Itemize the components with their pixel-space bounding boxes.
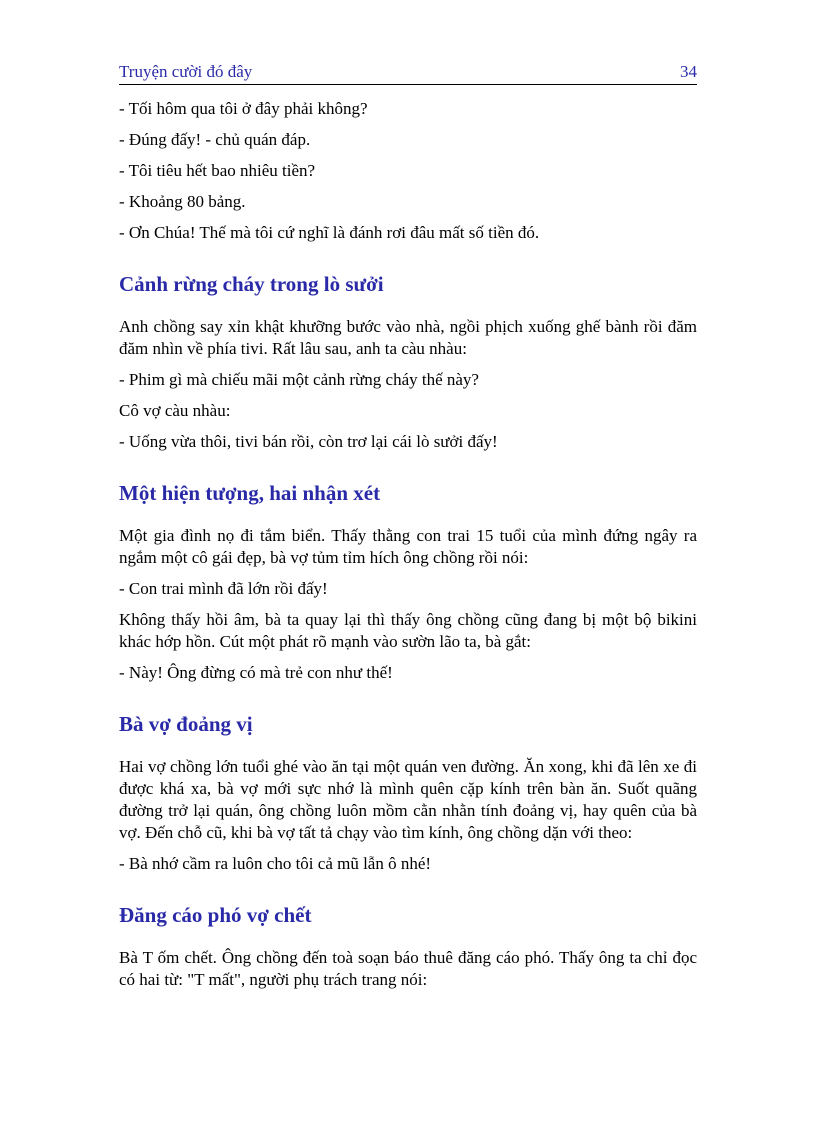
story-paragraph: Không thấy hồi âm, bà ta quay lại thì thấy ông chồng cũng đang bị một bộ bikini khác hớp hồn. Cút một phát rõ mạnh vào sườn lão ta, bà gắt: <box>119 610 697 651</box>
story-paragraph: - Uống vừa thôi, tivi bán rồi, còn trơ lại cái lò sưởi đấy! <box>119 432 498 451</box>
story-paragraph: Cô vợ càu nhàu: <box>119 401 231 420</box>
story-paragraph: - Phim gì mà chiếu mãi một cảnh rừng cháy thế này? <box>119 370 479 389</box>
page-content <box>119 98 697 1000</box>
story-paragraph: Một gia đình nọ đi tắm biển. Thấy thằng con trai 15 tuổi của mình đứng ngây ra ngắm một cô gái đẹp, bà vợ tủm tỉm hích ông chồng rồi nói: <box>119 526 697 567</box>
story-paragraph: - Bà nhớ cầm ra luôn cho tôi cả mũ lẫn ô nhé! <box>119 854 432 873</box>
book-title: Truyện cười đó đây <box>119 62 253 81</box>
dialogue-line: - Tôi tiêu hết bao nhiêu tiền? <box>119 161 316 180</box>
dialogue-line: - Tối hôm qua tôi ở đây phải không? <box>119 99 368 118</box>
story-section <box>119 272 697 453</box>
dialogue-line: - Đúng đấy! - chủ quán đáp. <box>119 130 311 149</box>
page-header <box>119 60 697 85</box>
story-section <box>119 712 697 875</box>
story-title: Cảnh rừng cháy trong lò sưởi <box>119 272 384 296</box>
story-paragraph: Hai vợ chồng lớn tuổi ghé vào ăn tại một quán ven đường. Ăn xong, khi đã lên xe đi được khá xa, bà vợ mới sực nhớ là mình quên cặp kính trên bàn ăn. Suốt quãng đường trở lại quán, ông chồng luôn mồm cằn nhằn tính đoảng vị, hay quên của bà vợ. Đến chỗ cũ, khi bà vợ tất tả chạy vào tìm kính, ông chồng dặn với theo: <box>119 757 697 842</box>
dialogue-line: - Khoảng 80 bảng. <box>119 192 246 211</box>
story-paragraph: - Con trai mình đã lớn rồi đấy! <box>119 579 328 598</box>
story-title: Đăng cáo phó vợ chết <box>119 903 312 927</box>
story-title: Bà vợ đoảng vị <box>119 712 253 736</box>
story-section <box>119 481 697 684</box>
page-number: 34 <box>680 62 697 81</box>
story-paragraph: Bà T ốm chết. Ông chồng đến toà soạn báo thuê đăng cáo phó. Thấy ông ta chỉ đọc có hai từ: "T mất", người phụ trách trang nói: <box>119 948 697 989</box>
intro-dialogue <box>119 98 697 244</box>
story-paragraph: Anh chồng say xỉn khật khưỡng bước vào nhà, ngồi phịch xuống ghế bành rồi đăm đăm nhìn về phía tivi. Rất lâu sau, anh ta càu nhàu: <box>119 317 697 358</box>
story-paragraph: - Này! Ông đừng có mà trẻ con như thế! <box>119 663 393 682</box>
story-title: Một hiện tượng, hai nhận xét <box>119 481 381 505</box>
story-section <box>119 903 697 991</box>
dialogue-line: - Ơn Chúa! Thế mà tôi cứ nghĩ là đánh rơi đâu mất số tiền đó. <box>119 223 540 242</box>
